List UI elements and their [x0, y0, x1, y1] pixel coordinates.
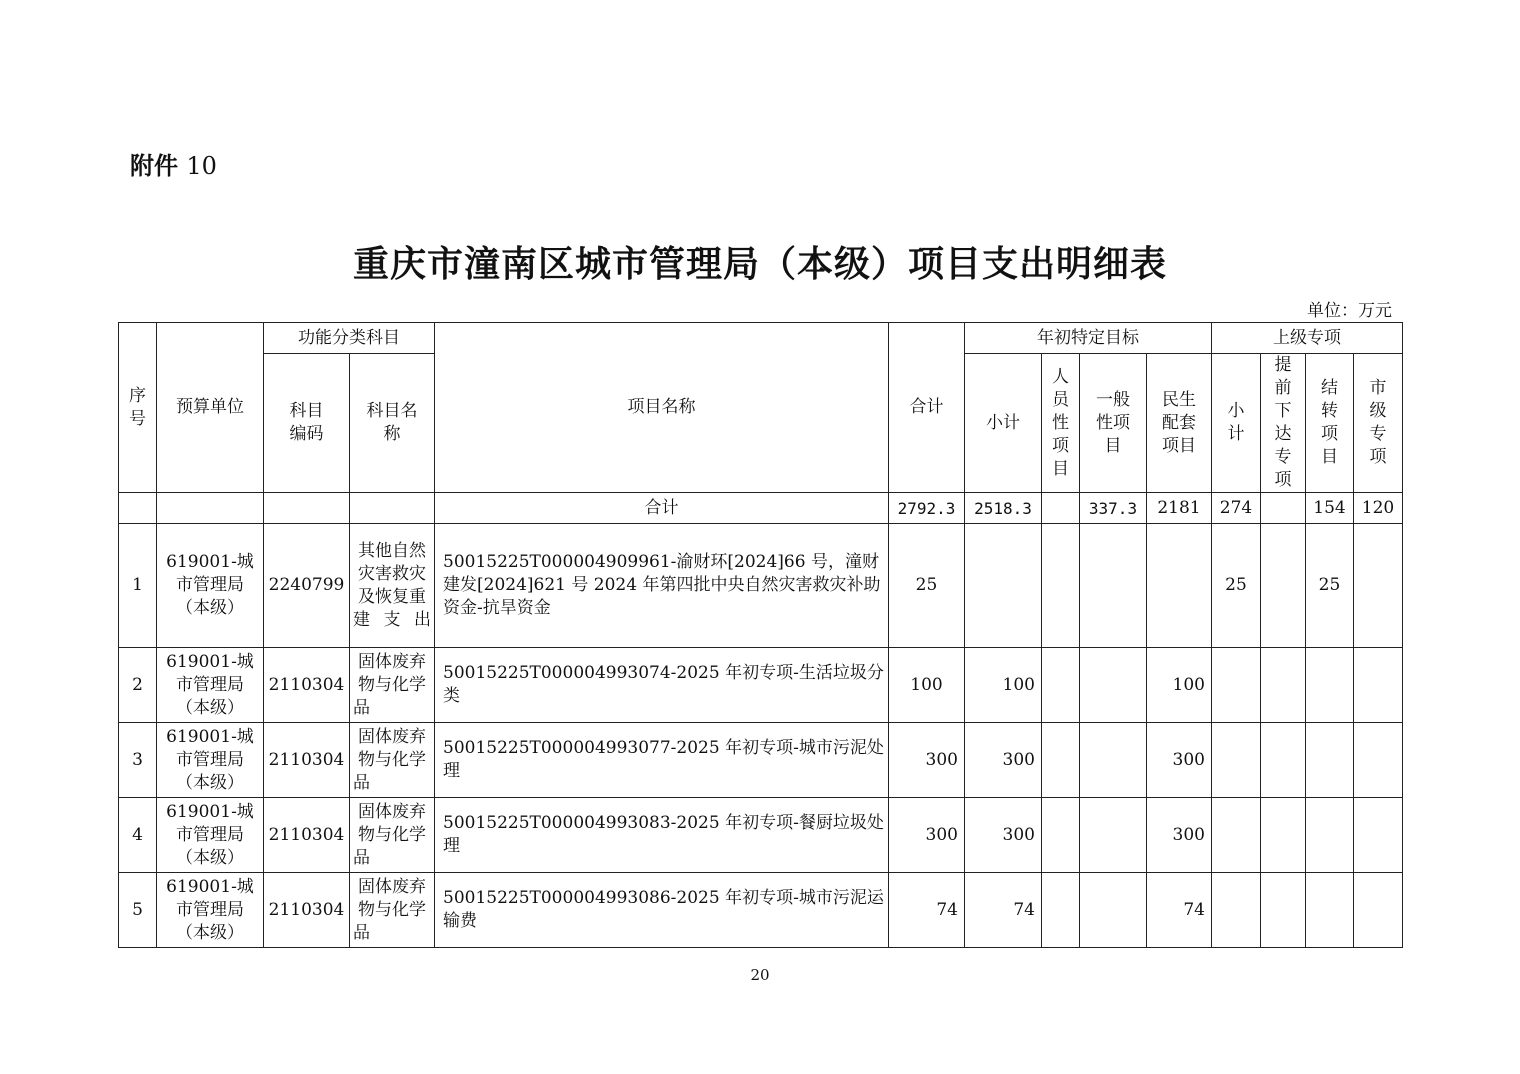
row-unit: 619001-城市管理局（本级） [157, 873, 264, 948]
row-advance [1261, 524, 1306, 648]
row-municipal [1354, 648, 1403, 723]
row-unit: 619001-城市管理局（本级） [157, 723, 264, 798]
total-carryover: 154 [1306, 493, 1354, 524]
row-code: 2110304 [264, 648, 350, 723]
header-municipal: 市级专项 [1354, 354, 1403, 493]
row-subject: 固体废弃物与化学品 [350, 873, 435, 948]
row-municipal [1354, 873, 1403, 948]
total-label: 合计 [435, 493, 889, 524]
row-personnel [1042, 873, 1080, 948]
row-unit: 619001-城市管理局（本级） [157, 798, 264, 873]
row-upper-subtotal [1212, 798, 1261, 873]
row-project: 50015225T000004993083-2025 年初专项-餐厨垃圾处理 [435, 798, 889, 873]
header-advance: 提前下达专项 [1261, 354, 1306, 493]
header-annual-group: 年初特定目标 [965, 323, 1212, 354]
table-row [119, 798, 1403, 873]
row-project: 50015225T000004993086-2025 年初专项-城市污泥运输费 [435, 873, 889, 948]
row-annual-subtotal: 300 [965, 798, 1042, 873]
attachment-number: 10 [186, 152, 217, 180]
header-upper-group: 上级专项 [1212, 323, 1403, 354]
row-seq: 5 [119, 873, 157, 948]
row-subject: 其他自然灾害救灾及恢复重建支出 [350, 524, 435, 648]
header-carryover: 结转项目 [1306, 354, 1354, 493]
row-seq: 4 [119, 798, 157, 873]
header-subject: 科目名称 [350, 354, 435, 493]
header-seq: 序号 [119, 323, 157, 493]
row-municipal [1354, 798, 1403, 873]
row-livelihood: 74 [1147, 873, 1212, 948]
row-carryover: 25 [1306, 524, 1354, 648]
total-advance [1261, 493, 1306, 524]
row-upper-subtotal: 25 [1212, 524, 1261, 648]
row-carryover [1306, 648, 1354, 723]
row-seq: 3 [119, 723, 157, 798]
row-municipal [1354, 723, 1403, 798]
table-row [119, 723, 1403, 798]
row-advance [1261, 873, 1306, 948]
page-number: 20 [750, 966, 770, 984]
header-general: 一般性项目 [1080, 354, 1147, 493]
header-annual-subtotal: 小计 [965, 354, 1042, 493]
attachment-text: 附件 [130, 151, 178, 180]
total-annual-subtotal: 2518.3 [965, 493, 1042, 524]
row-code: 2110304 [264, 873, 350, 948]
total-municipal: 120 [1354, 493, 1403, 524]
header-project: 项目名称 [435, 323, 889, 493]
row-seq: 1 [119, 524, 157, 648]
row-carryover [1306, 798, 1354, 873]
row-project: 50015225T000004909961-渝财环[2024]66 号，潼财建发[2024]621 号 2024 年第四批中央自然灾害救灾补助资金-抗旱资金 [435, 524, 889, 648]
total-personnel [1042, 493, 1080, 524]
row-personnel [1042, 524, 1080, 648]
row-subject: 固体废弃物与化学品 [350, 723, 435, 798]
row-total: 100 [889, 648, 965, 723]
row-personnel [1042, 723, 1080, 798]
row-advance [1261, 723, 1306, 798]
row-municipal [1354, 524, 1403, 648]
row-livelihood: 300 [1147, 723, 1212, 798]
total-livelihood: 2181 [1147, 493, 1212, 524]
row-general [1080, 723, 1147, 798]
row-personnel [1042, 798, 1080, 873]
row-code: 2240799 [264, 524, 350, 648]
row-general [1080, 873, 1147, 948]
table-row [119, 524, 1403, 648]
total-upper-subtotal: 274 [1212, 493, 1261, 524]
row-annual-subtotal [965, 524, 1042, 648]
row-general [1080, 524, 1147, 648]
row-project: 50015225T000004993074-2025 年初专项-生活垃圾分类 [435, 648, 889, 723]
header-personnel: 人员性项目 [1042, 354, 1080, 493]
row-advance [1261, 648, 1306, 723]
row-annual-subtotal: 100 [965, 648, 1042, 723]
header-livelihood: 民生配套项目 [1147, 354, 1212, 493]
row-project: 50015225T000004993077-2025 年初专项-城市污泥处理 [435, 723, 889, 798]
row-total: 74 [889, 873, 965, 948]
row-subject: 固体废弃物与化学品 [350, 648, 435, 723]
row-annual-subtotal: 74 [965, 873, 1042, 948]
row-upper-subtotal [1212, 873, 1261, 948]
row-upper-subtotal [1212, 648, 1261, 723]
unit-label: 单位：万元 [1307, 301, 1392, 321]
row-carryover [1306, 873, 1354, 948]
row-subject: 固体废弃物与化学品 [350, 798, 435, 873]
row-livelihood: 300 [1147, 798, 1212, 873]
header-unit: 预算单位 [157, 323, 264, 493]
row-total: 25 [889, 524, 965, 648]
total-general: 337.3 [1080, 493, 1147, 524]
row-annual-subtotal: 300 [965, 723, 1042, 798]
header-total: 合计 [889, 323, 965, 493]
row-carryover [1306, 723, 1354, 798]
row-unit: 619001-城市管理局（本级） [157, 648, 264, 723]
row-code: 2110304 [264, 798, 350, 873]
page-title: 重庆市潼南区城市管理局（本级）项目支出明细表 [352, 243, 1167, 285]
row-upper-subtotal [1212, 723, 1261, 798]
total-total: 2792.3 [889, 493, 965, 524]
row-livelihood: 100 [1147, 648, 1212, 723]
header-upper-subtotal: 小计 [1212, 354, 1261, 493]
row-total: 300 [889, 723, 965, 798]
header-code: 科目编码 [264, 354, 350, 493]
attachment-label [130, 146, 217, 181]
row-personnel [1042, 648, 1080, 723]
row-general [1080, 648, 1147, 723]
expenditure-table [118, 322, 1403, 948]
row-livelihood [1147, 524, 1212, 648]
header-func-group: 功能分类科目 [264, 323, 435, 354]
row-general [1080, 798, 1147, 873]
table-row [119, 648, 1403, 723]
row-total: 300 [889, 798, 965, 873]
table-row [119, 873, 1403, 948]
total-row [119, 493, 1403, 524]
row-code: 2110304 [264, 723, 350, 798]
row-unit: 619001-城市管理局（本级） [157, 524, 264, 648]
row-seq: 2 [119, 648, 157, 723]
row-advance [1261, 798, 1306, 873]
